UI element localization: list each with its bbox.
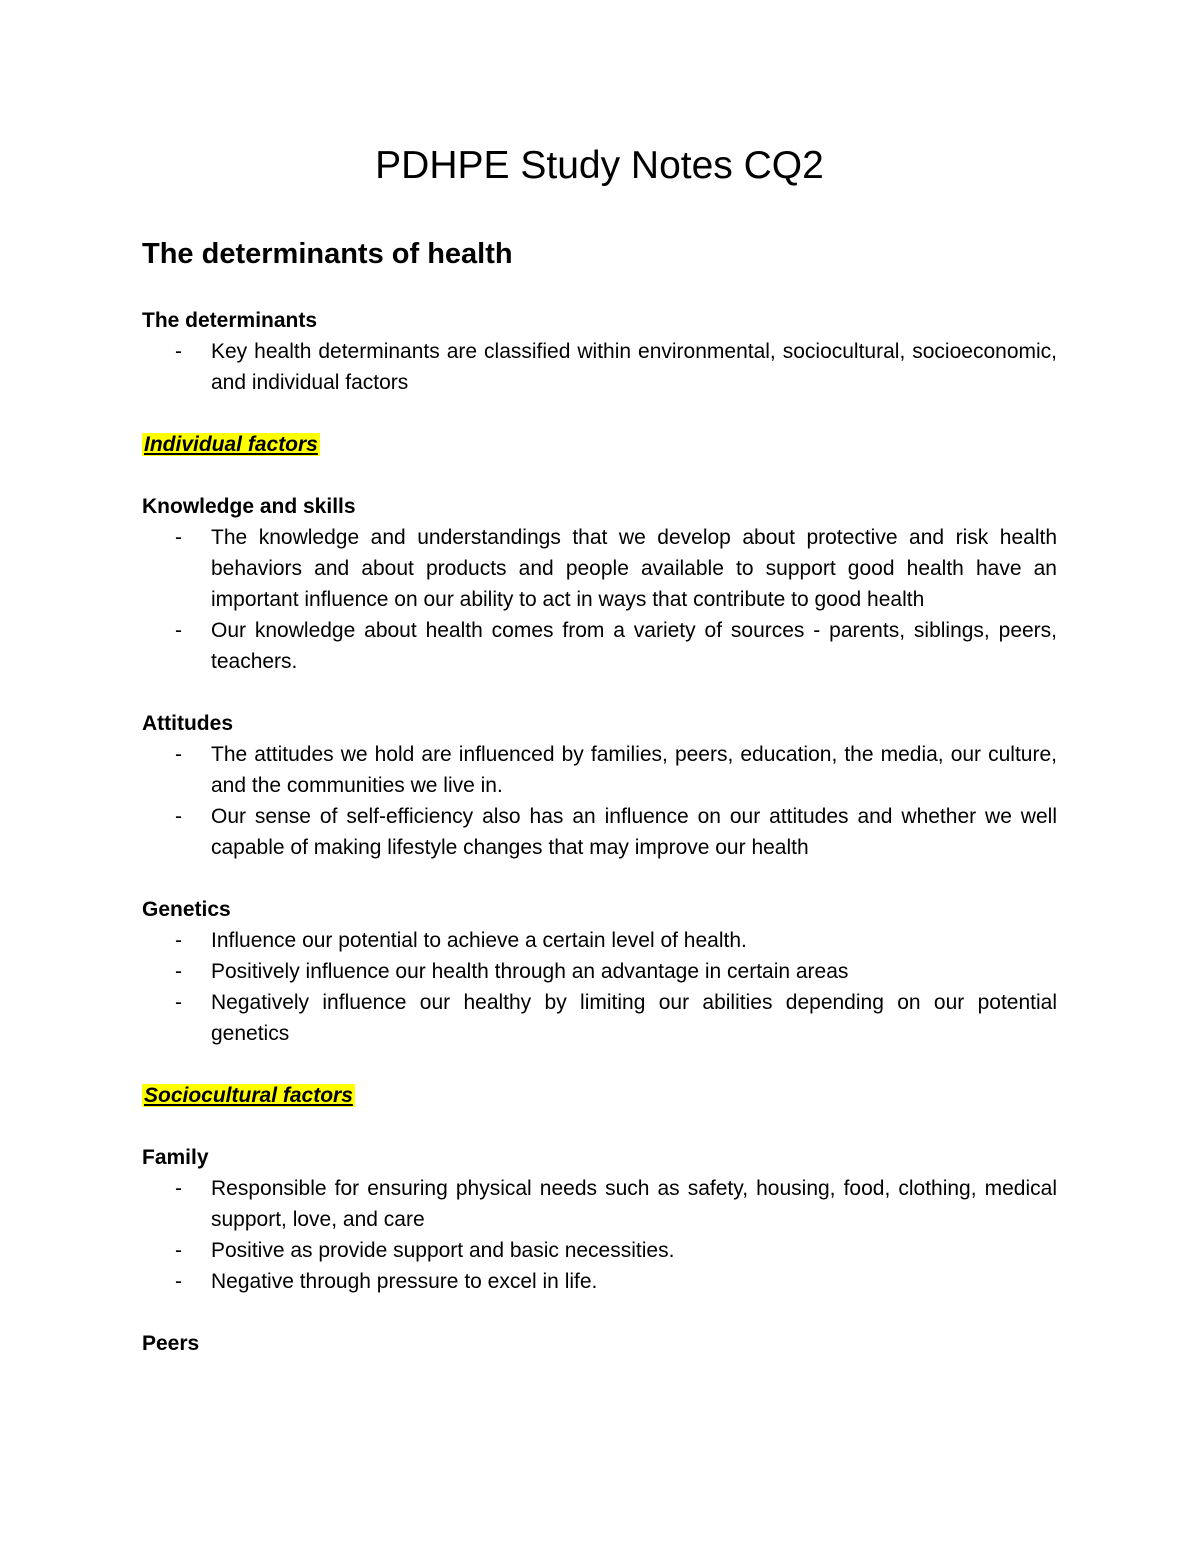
- dash-bullet: -: [175, 929, 182, 952]
- list-item: - Responsible for ensuring physical needs such as safety, housing, food, clothing, medical support, love, and care: [142, 1173, 1057, 1235]
- section-label-sociocultural: Sociocultural factors: [144, 1084, 353, 1107]
- list-item: - Negative through pressure to excel in life.: [142, 1266, 1057, 1297]
- subheading-peers: Peers: [142, 1332, 200, 1355]
- dash-bullet: -: [175, 991, 182, 1014]
- document-body: [142, 305, 1057, 1359]
- list-determinants: [142, 336, 1057, 398]
- dash-bullet: -: [175, 960, 182, 983]
- list-genetics: [142, 925, 1057, 1049]
- list-item: - Negatively influence our healthy by limiting our abilities depending on our potential genetics: [142, 987, 1057, 1049]
- document-title: PDHPE Study Notes CQ2: [375, 144, 824, 187]
- list-attitudes: [142, 739, 1057, 863]
- subheading-genetics: Genetics: [142, 898, 231, 921]
- list-item: - Positively influence our health through an advantage in certain areas: [142, 956, 1057, 987]
- main-heading: The determinants of health: [142, 238, 513, 270]
- list-item: - The knowledge and understandings that we develop about protective and risk health behaviors and about products and people available to support good health have an important influence on our ability to act in ways that contribute to good health: [142, 522, 1057, 615]
- dash-bullet: -: [175, 805, 182, 828]
- dash-bullet: -: [175, 619, 182, 642]
- dash-bullet: -: [175, 1177, 182, 1200]
- dash-bullet: -: [175, 743, 182, 766]
- subheading-determinants: The determinants: [142, 309, 318, 332]
- list-item: - Our sense of self-efficiency also has an influence on our attitudes and whether we well capable of making lifestyle changes that may improve our health: [142, 801, 1057, 863]
- list-family: [142, 1173, 1057, 1297]
- list-item: - The attitudes we hold are influenced by families, peers, education, the media, our culture, and the communities we live in.: [142, 739, 1057, 801]
- list-item: - Key health determinants are classified within environmental, sociocultural, socioeconomic, and individual factors: [142, 336, 1057, 398]
- list-item: - Influence our potential to achieve a certain level of health.: [142, 925, 1057, 956]
- list-item: - Our knowledge about health comes from a variety of sources - parents, siblings, peers, teachers.: [142, 615, 1057, 677]
- list-item: - Positive as provide support and basic necessities.: [142, 1235, 1057, 1266]
- dash-bullet: -: [175, 526, 182, 549]
- list-knowledge: [142, 522, 1057, 677]
- dash-bullet: -: [175, 340, 182, 363]
- subheading-knowledge: Knowledge and skills: [142, 495, 356, 518]
- dash-bullet: -: [175, 1270, 182, 1293]
- section-label-individual: Individual factors: [144, 433, 318, 456]
- dash-bullet: -: [175, 1239, 182, 1262]
- subheading-attitudes: Attitudes: [142, 712, 233, 735]
- subheading-family: Family: [142, 1146, 209, 1169]
